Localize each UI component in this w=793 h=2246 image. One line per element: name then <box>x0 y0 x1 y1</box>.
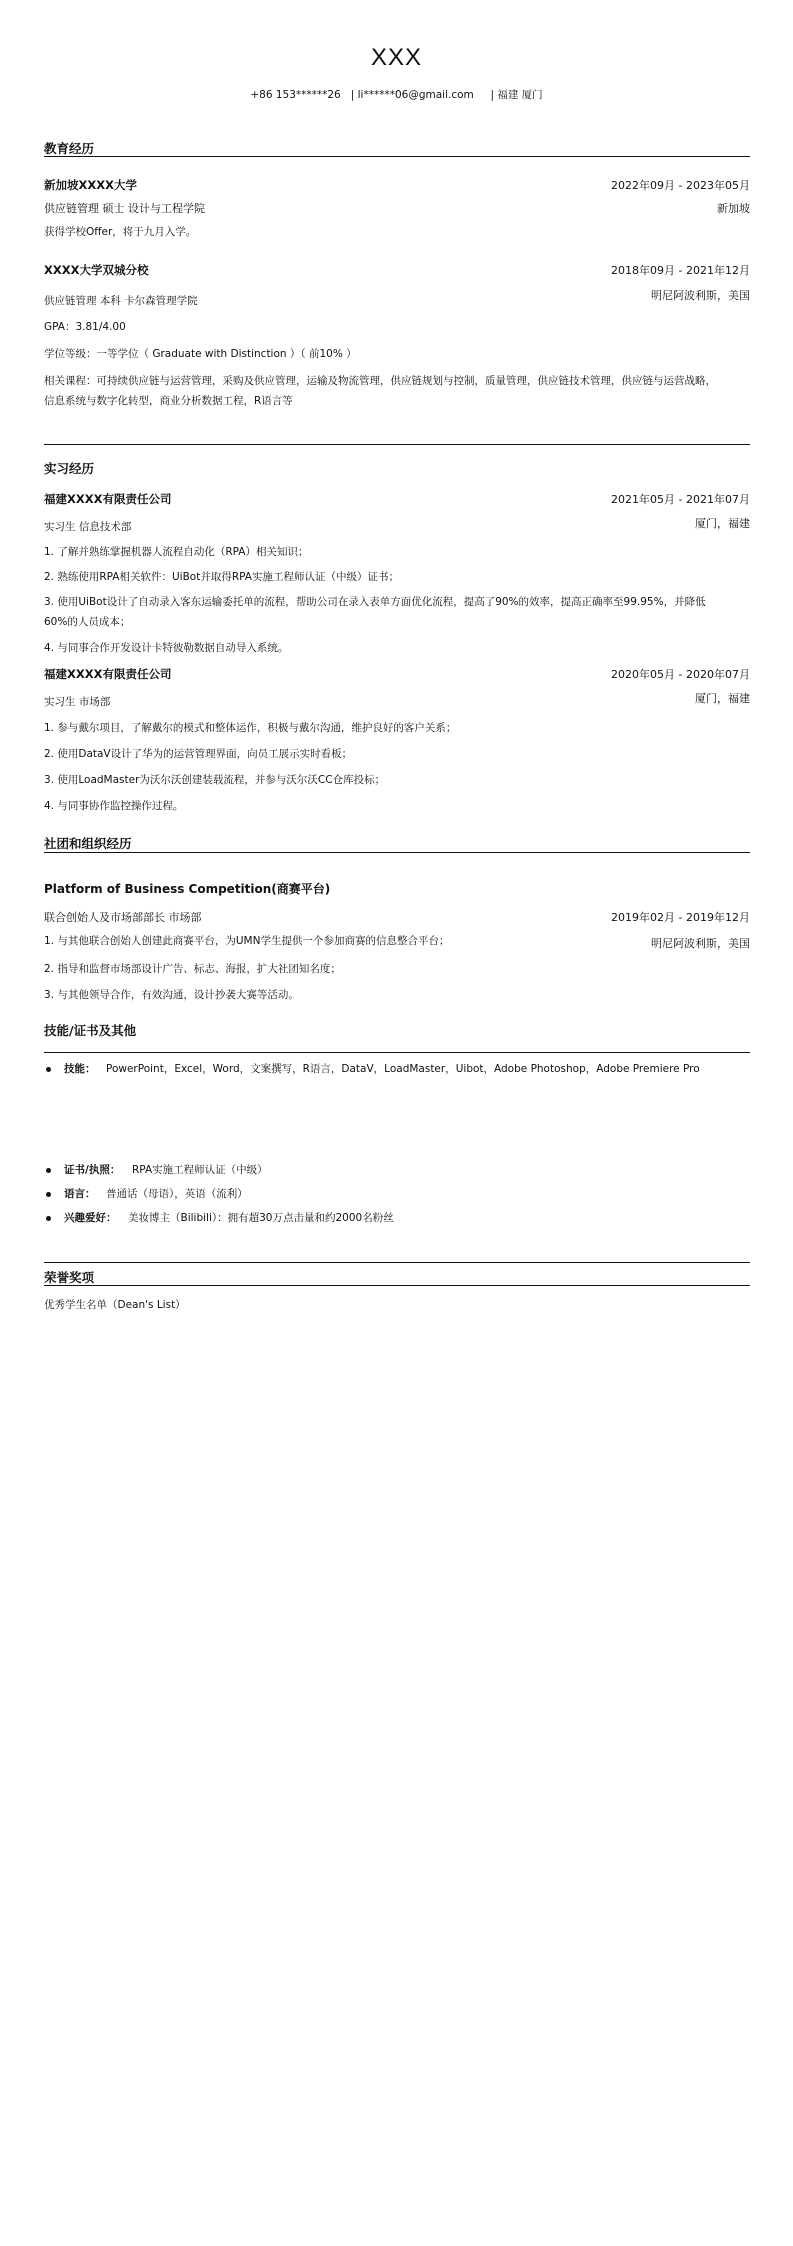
bullet-icon <box>46 1192 51 1197</box>
internship-entry-2 <box>44 666 750 682</box>
date-range: 2021年05月 - 2021年07月 <box>611 493 750 506</box>
list-item: 2. 指导和监督市场部设计广告、标志、海报，扩大社团知名度； <box>44 963 341 975</box>
education-note: 获得学校Offer，将于九月入学。 <box>44 226 197 238</box>
school-name: 新加坡XXXX大学 <box>44 178 137 192</box>
activity-entry <box>44 909 750 925</box>
role: 联合创始人及市场部部长 市场部 <box>44 911 202 924</box>
list-item: 3. 使用LoadMaster为沃尔沃创建装载流程，并参与沃尔沃CC仓库投标； <box>44 774 386 786</box>
education-detail-row <box>44 200 750 216</box>
degree-class: 学位等级：一等学位（ Graduate with Distinction ）（ 前10% ） <box>44 348 357 360</box>
education-entry-2 <box>44 262 750 278</box>
skill-label: 证书/执照： <box>64 1164 121 1176</box>
section-divider <box>44 156 750 157</box>
list-item: 2. 熟练使用RPA相关软件：UiBot并取得RPA实施工程师认证（中级）证书； <box>44 571 399 583</box>
bullet-icon <box>46 1216 51 1221</box>
org-name: Platform of Business Competition(商赛平台) <box>44 882 331 896</box>
skill-value: PowerPoint，Excel，Word，文案撰写，R语言，DataV，LoadMaster，Uibot，Adobe Photoshop，Adobe Premiere Pro <box>106 1063 700 1075</box>
resume-name: XXX <box>370 44 423 71</box>
courses-line-1: 相关课程：可持续供应链与运营管理，采购及供应管理，运输及物流管理，供应链规划与控制，质量管理，供应链技术管理，供应链与运营战略， <box>44 375 716 387</box>
location: 厦门，福建 <box>695 692 750 705</box>
location: 厦门，福建 <box>695 517 750 530</box>
skill-label: 兴趣爱好： <box>64 1212 117 1224</box>
date-range: 2019年02月 - 2019年12月 <box>611 911 750 924</box>
date-range: 2022年09月 - 2023年05月 <box>611 179 750 192</box>
location: 新加坡 <box>717 202 750 215</box>
company-name: 福建XXXX有限责任公司 <box>44 667 172 681</box>
section-divider <box>44 1262 750 1263</box>
date-range: 2018年09月 - 2021年12月 <box>611 264 750 277</box>
list-item-continued: 60%的人员成本； <box>44 616 131 628</box>
gpa: GPA：3.81/4.00 <box>44 321 126 333</box>
courses-line-2: 信息系统与数字化转型，商业分析数据工程，R语言等 <box>44 395 293 407</box>
section-title-activities: 社团和组织经历 <box>44 836 132 851</box>
honor-item: 优秀学生名单（Dean's List） <box>44 1299 186 1311</box>
location: 明尼阿波利斯，美国 <box>651 289 750 302</box>
section-divider <box>44 1052 750 1053</box>
skill-value: RPA实施工程师认证（中级） <box>132 1164 268 1176</box>
list-item: 3. 与其他领导合作，有效沟通，设计抄袭大赛等活动。 <box>44 989 299 1001</box>
location: 明尼阿波利斯，美国 <box>651 937 750 950</box>
role: 实习生 信息技术部 <box>44 521 132 533</box>
section-divider <box>44 1285 750 1286</box>
internship-entry-1 <box>44 491 750 507</box>
list-item: 1. 了解并熟练掌握机器人流程自动化（RPA）相关知识； <box>44 546 309 558</box>
skill-label: 技能： <box>64 1063 96 1075</box>
date-range: 2020年05月 - 2020年07月 <box>611 668 750 681</box>
education-entry-1 <box>44 177 750 193</box>
section-divider <box>44 852 750 853</box>
degree-info: 供应链管理 本科 卡尔森管理学院 <box>44 295 198 307</box>
role: 实习生 市场部 <box>44 696 111 708</box>
list-item: 2. 使用DataV设计了华为的运营管理界面，向员工展示实时看板； <box>44 748 353 760</box>
skill-value: 普通话（母语），英语（流利） <box>106 1188 248 1200</box>
section-title-honors: 荣誉奖项 <box>44 1270 95 1285</box>
list-item: 1. 与其他联合创始人创建此商赛平台，为UMN学生提供一个参加商赛的信息整合平台； <box>44 935 450 947</box>
section-title-education: 教育经历 <box>44 141 95 156</box>
school-name: XXXX大学双城分校 <box>44 263 149 277</box>
skill-value: 美妆博主（Bilibili）：拥有超30万点击量和约2000名粉丝 <box>128 1212 394 1224</box>
section-title-internship: 实习经历 <box>44 461 95 476</box>
list-item: 4. 与同事合作开发设计卡特彼勒数据自动导入系统。 <box>44 642 289 654</box>
section-divider <box>44 444 750 445</box>
bullet-icon <box>46 1067 51 1072</box>
skill-label: 语言： <box>64 1188 96 1200</box>
degree-info: 供应链管理 硕士 设计与工程学院 <box>44 202 205 215</box>
section-title-skills: 技能/证书及其他 <box>44 1023 137 1038</box>
bullet-icon <box>46 1168 51 1173</box>
company-name: 福建XXXX有限责任公司 <box>44 492 172 506</box>
list-item: 3. 使用UiBot设计了自动录入客东运输委托单的流程，帮助公司在录入表单方面优化流程，提高了90%的效率，提高正确率至99.95%，并降低 <box>44 596 706 608</box>
contact-info: +86 153******26 | li******06@gmail.com | 福建 厦门 <box>250 89 543 101</box>
list-item: 1. 参与戴尔项目，了解戴尔的模式和整体运作，积极与戴尔沟通，维护良好的客户关系； <box>44 722 457 734</box>
list-item: 4. 与同事协作监控操作过程。 <box>44 800 184 812</box>
